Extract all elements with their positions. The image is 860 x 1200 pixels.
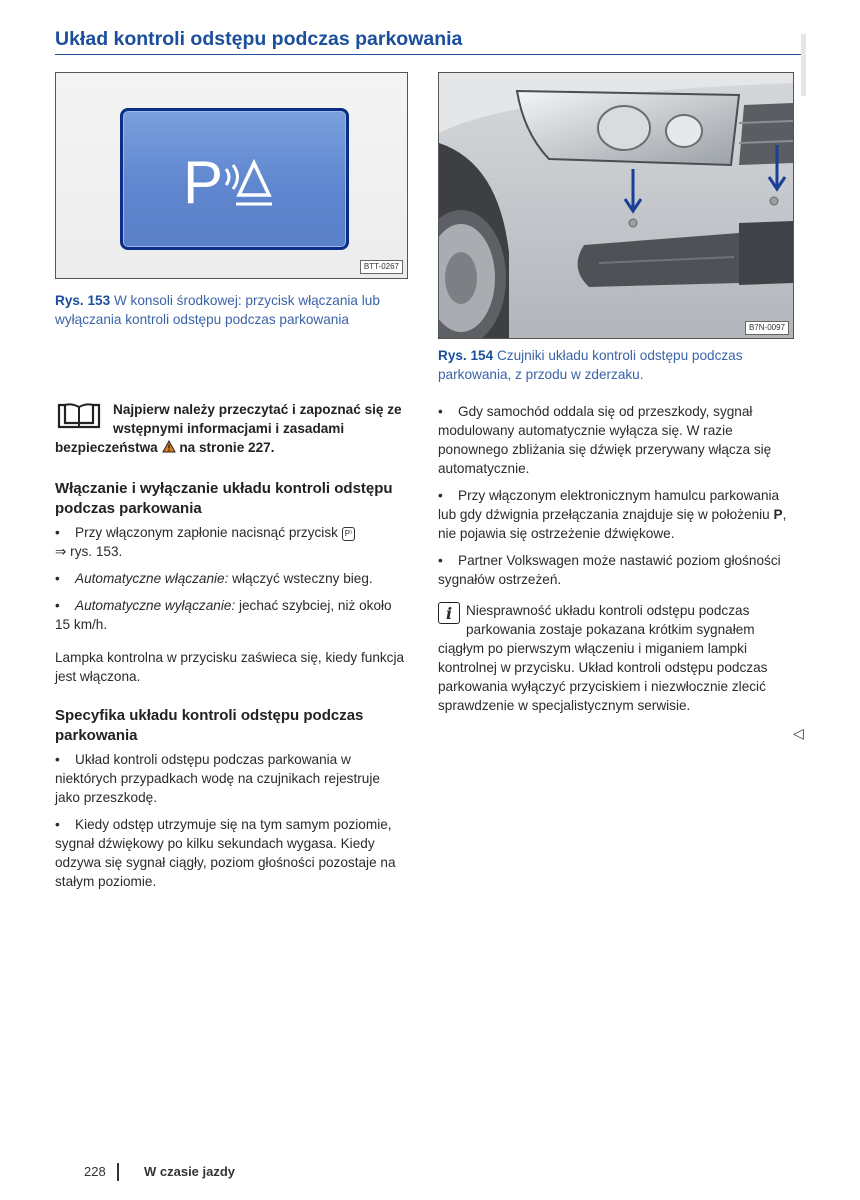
list-item: • Automatyczne wyłączanie: jechać szybciej, niż około 15 km/h.	[55, 598, 392, 632]
front-bumper-photo	[439, 73, 793, 338]
title-divider	[55, 54, 805, 55]
bullet-text: , nie pojawia się ostrzeżenie dźwiękowe.	[438, 507, 787, 541]
bullet-text: Przy włączonym zapłonie nacisnąć przycisk	[75, 525, 338, 540]
note-page-ref: na stronie 227.	[179, 440, 275, 455]
park-symbol-letter: P	[183, 149, 224, 216]
caption-label: Rys. 154	[438, 348, 494, 363]
figure-154-caption	[438, 346, 794, 384]
list-item: • Gdy samochód oddala się od przeszkody, sygnał modulowany automatycznie wyłącza się. W razie ponownego zbliżania się dźwięk przerywany włącza się automatycznie.	[438, 404, 772, 476]
gear-position: P	[773, 507, 783, 522]
figure-code: B7N-0097	[745, 321, 789, 335]
bullet-text: Układ kontroli odstępu podczas parkowania w niektórych przypadkach wodę na czujnikach rejestruje jako przeszkodę.	[55, 752, 380, 805]
list-item: • Partner Volkswagen może nastawić poziom głośności sygnałów ostrzeżeń.	[438, 553, 781, 587]
list-item: • Kiedy odstęp utrzymuje się na tym samym poziomie, sygnał dźwiękowy po kilku sekundach wygasa. Kiedy odzywa się sygnał ciągły, poziom głośności pozostaje na stałym poziomie.	[55, 817, 396, 889]
caption-text: Czujniki układu kontroli odstępu podczas parkowania, z przodu w zderzaku.	[438, 348, 743, 382]
bullet-text: Kiedy odstęp utrzymuje się na tym samym poziomie, sygnał dźwiękowy po kilku sekundach wygasa. Kiedy odzywa się sygnał ciągły, poziom głośności pozostaje na stałym poziomie.	[55, 817, 396, 889]
bullet-text: jechać szybciej, niż około 15 km/h.	[55, 598, 392, 632]
page-number: 228	[84, 1164, 106, 1179]
list-item: • Układ kontroli odstępu podczas parkowania w niektórych przypadkach wodę na czujnikach rejestruje jako przeszkodę.	[55, 752, 380, 805]
list-item: • Przy włączonym zapłonie nacisnąć przycisk P⁾ ⇒ rys. 153.	[55, 523, 407, 561]
park-assist-button-illustration	[120, 108, 349, 250]
info-note	[438, 601, 793, 715]
bullet-text: Przy włączonym elektronicznym hamulcu parkowania lub gdy dźwignia przełączania znajduje się w położeniu	[438, 488, 780, 522]
caption-label: Rys. 153	[55, 293, 111, 308]
section-heading: Specyfika układu kontroli odstępu podczas parkowania	[55, 707, 364, 744]
right-column-text	[438, 402, 793, 723]
note-text: Najpierw należy przeczytać i zapoznać się ze wstępnymi informacjami i zasadami bezpieczeństwa	[55, 402, 402, 455]
section-switching	[55, 479, 407, 694]
figure-code: BTT-0267	[360, 260, 403, 274]
bullet-emphasis: Automatyczne włączanie:	[75, 571, 229, 586]
book-icon	[55, 401, 103, 431]
footer-divider	[117, 1163, 119, 1181]
figure-154	[438, 72, 794, 339]
page-title: Układ kontroli odstępu podczas parkowania	[55, 28, 463, 50]
section-heading: Włączanie i wyłączanie układu kontroli odstępu podczas parkowania	[55, 480, 393, 517]
list-item: • Przy włączonym elektronicznym hamulcu parkowania lub gdy dźwignia przełączania znajduje się w położeniu P, nie pojawia się ostrzeżenie dźwiękowe.	[438, 488, 787, 541]
figure-153	[55, 72, 408, 279]
park-button-icon: P⁾	[342, 527, 355, 541]
bullet-emphasis: Automatyczne wyłączanie:	[75, 598, 236, 613]
warning-triangle-icon	[162, 440, 176, 453]
figure-153-caption	[55, 291, 407, 329]
bullet-text: Gdy samochód oddala się od przeszkody, sygnał modulowany automatycznie wyłącza się. W razie ponownego zbliżania się dźwięk przerywany włącza się automatycznie.	[438, 404, 772, 476]
footer-section-title: W czasie jazdy	[144, 1164, 236, 1179]
info-text: Niesprawność układu kontroli odstępu podczas parkowania zostaje pokazana krótkim sygnałem ciągłym po pierwszym włączeniu i miganiem lampki kontrolnej w przycisku. Układ kontroli odstępu podczas parkowania wyłączyć przyciskiem i niezwłocznie zlecić sprawdzenie w specjalistycznym serwisie.	[438, 603, 768, 713]
paragraph: Lampka kontrolna w przycisku zaświeca się, kiedy funkcja jest włączona.	[55, 650, 405, 684]
safety-note	[55, 400, 407, 457]
info-icon: i	[438, 602, 460, 624]
park-assist-symbol-icon	[123, 111, 346, 247]
bullet-text: Partner Volkswagen może nastawić poziom głośności sygnałów ostrzeżeń.	[438, 553, 781, 587]
page-edge-marker	[801, 34, 806, 96]
figure-reference-link[interactable]: ⇒ rys. 153.	[55, 544, 123, 559]
section-specifics	[55, 706, 407, 899]
bullet-text: włączyć wsteczny bieg.	[228, 571, 373, 586]
list-item: • Automatyczne włączanie: włączyć wsteczny bieg.	[55, 571, 373, 586]
caption-text: W konsoli środkowej: przycisk włączania lub wyłączania kontroli odstępu podczas parkowania	[55, 293, 380, 327]
section-end-marker: ◁	[793, 725, 804, 741]
